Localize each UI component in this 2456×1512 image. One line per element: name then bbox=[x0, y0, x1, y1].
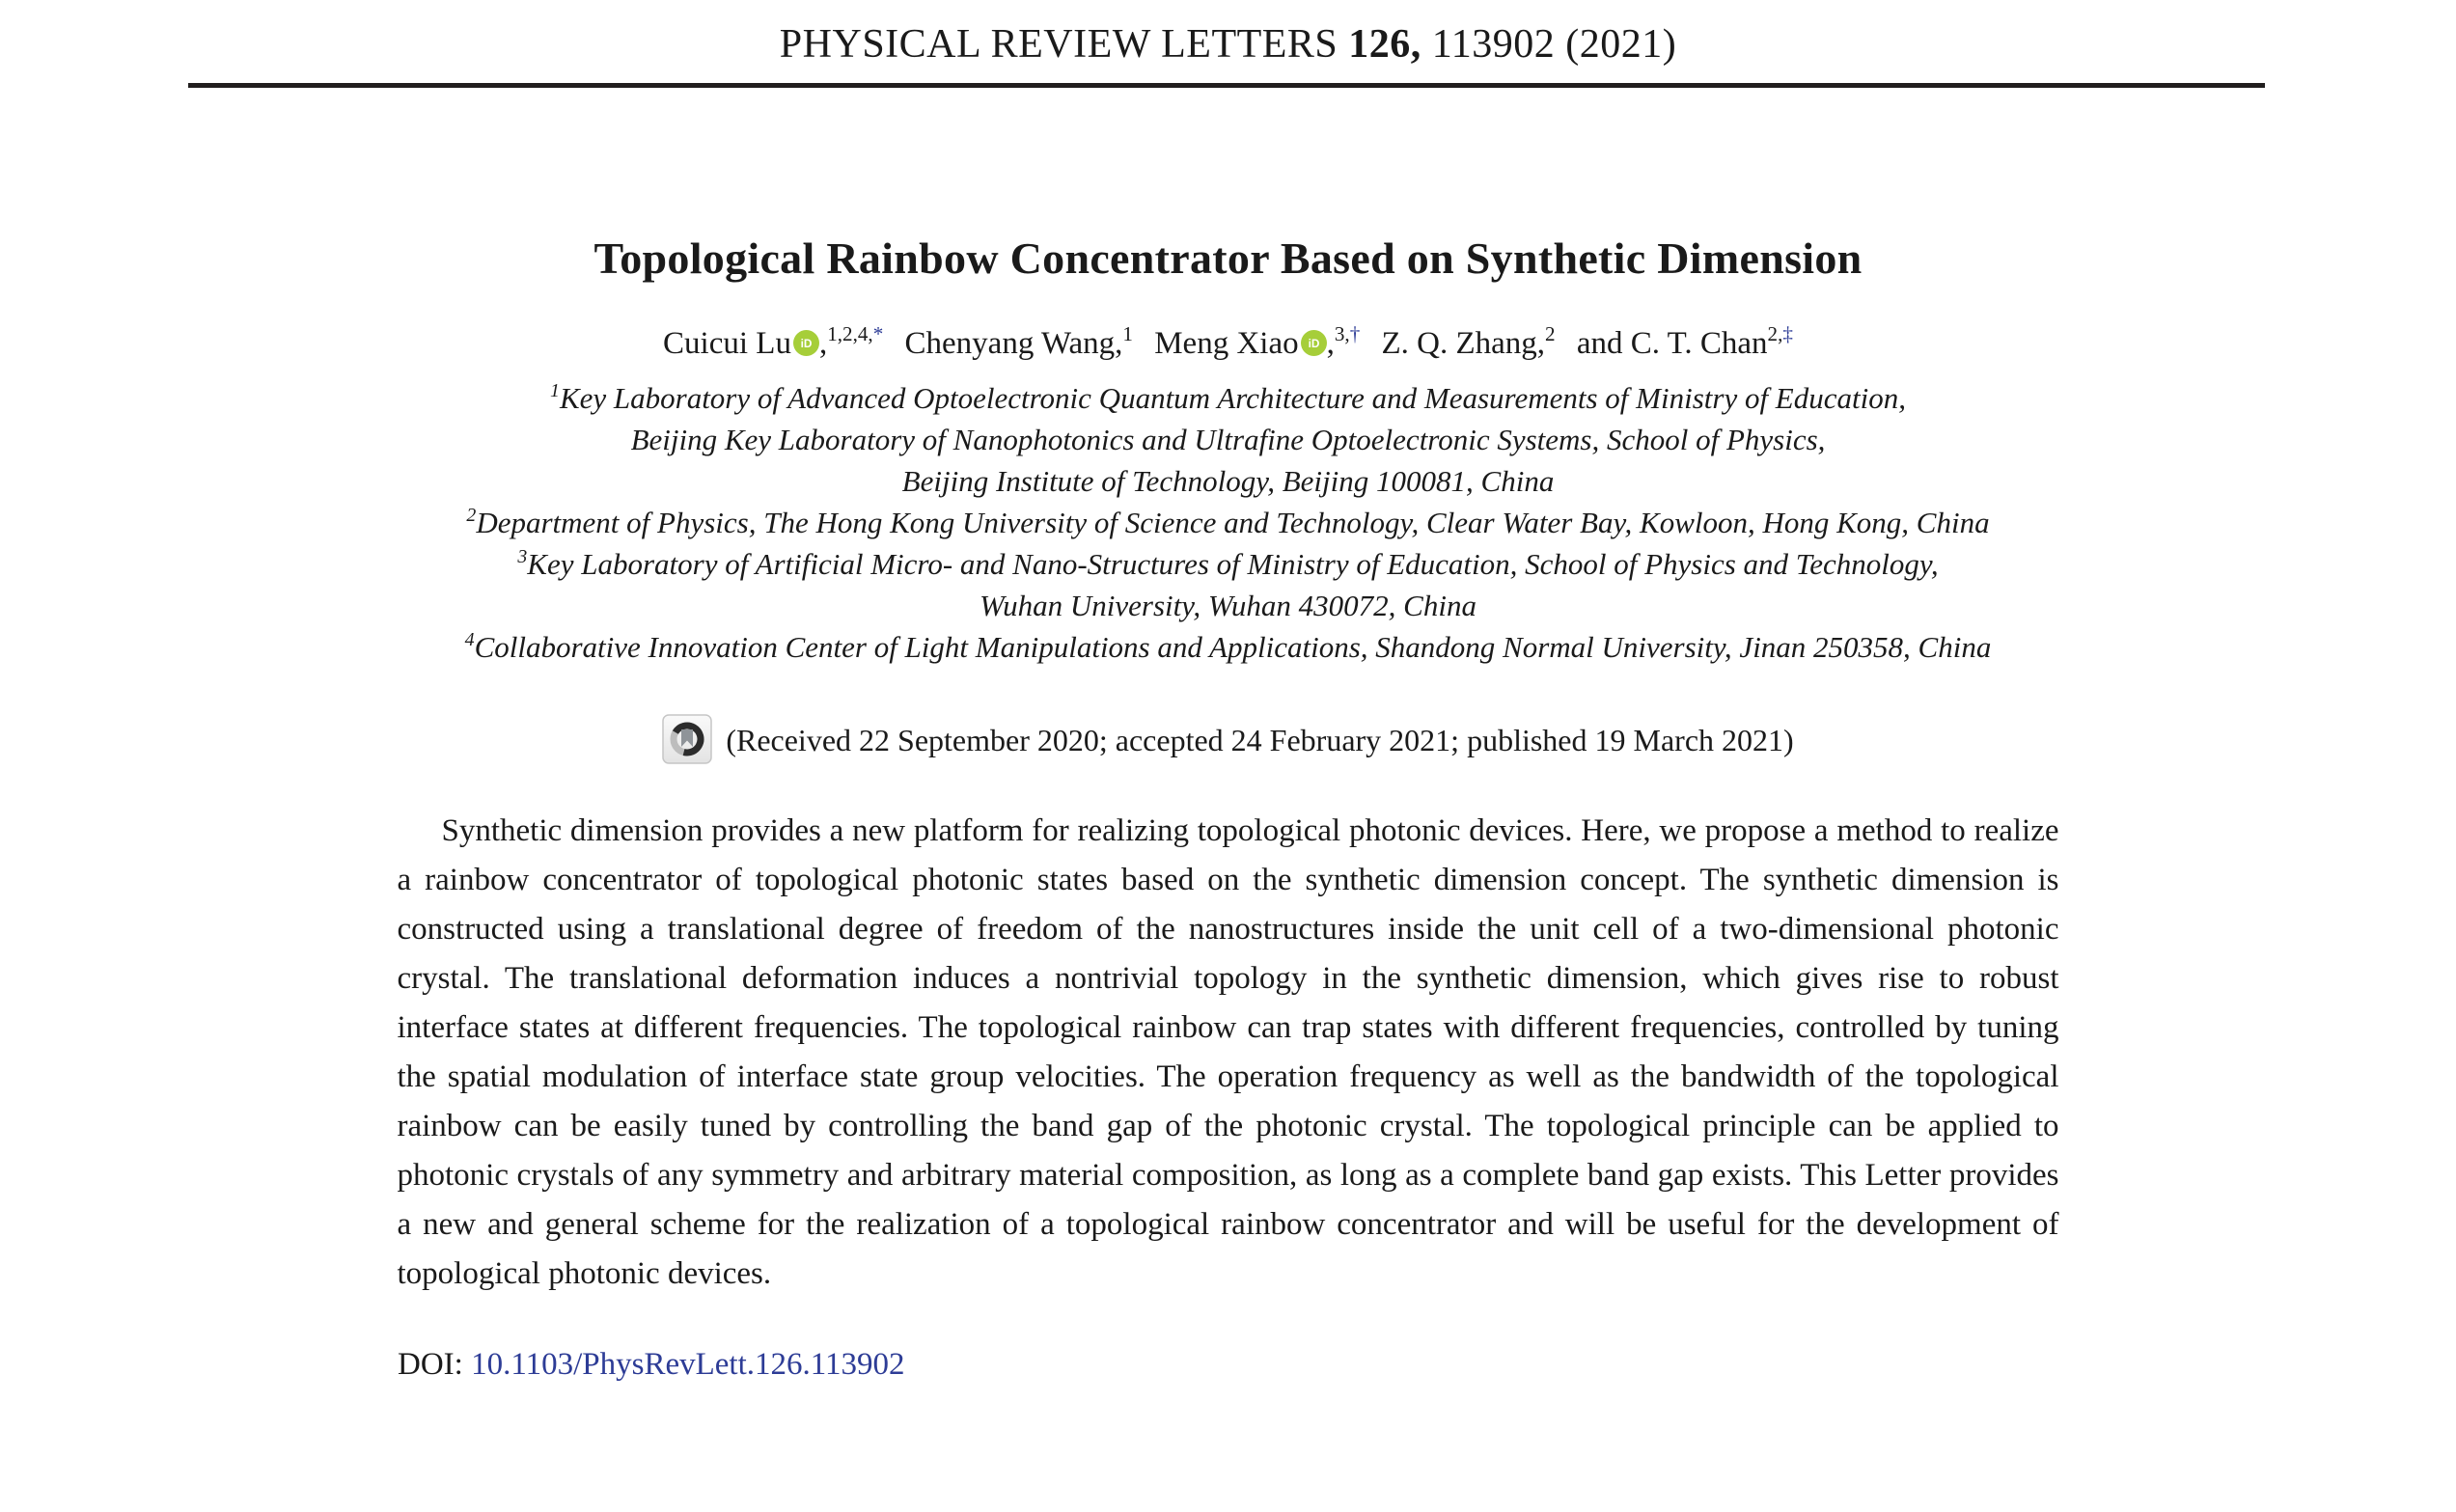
doi-label: DOI: bbox=[398, 1347, 463, 1382]
affiliation-text: Wuhan University, Wuhan 430072, China bbox=[980, 589, 1476, 622]
author bbox=[663, 321, 884, 361]
doi-line bbox=[398, 1347, 2456, 1383]
svg-text:iD: iD bbox=[800, 337, 813, 351]
masthead-divider bbox=[188, 83, 2265, 88]
author bbox=[1381, 321, 1556, 361]
received-dates: (Received 22 September 2020; accepted 24 February 2021; published 19 March 2021) bbox=[726, 723, 1794, 757]
article-title: Topological Rainbow Concentrator Based on Synthetic Dimension bbox=[593, 234, 1863, 283]
affiliation-text: Beijing Key Laboratory of Nanophotonics and Ultrafine Optoelectronic Systems, School of Physics, bbox=[630, 423, 1826, 456]
affiliation-text: Key Laboratory of Advanced Optoelectronic Quantum Architecture and Measurements of Ministry of Education, bbox=[559, 381, 1906, 415]
author-line bbox=[0, 321, 2456, 362]
author-note-marker[interactable]: † bbox=[1349, 321, 1361, 345]
author-name: Meng Xiao bbox=[1154, 326, 1299, 361]
affiliation-line: 2Department of Physics, The Hong Kong University of Science and Technology, Clear Water Bay, Kowloon, Hong Kong, China bbox=[466, 504, 1990, 539]
author-sup: 2 bbox=[1545, 321, 1556, 345]
author bbox=[1154, 321, 1361, 361]
author-comma: , bbox=[1536, 326, 1546, 361]
author-sup: 1 bbox=[1122, 321, 1133, 345]
orcid-icon[interactable] bbox=[793, 329, 819, 355]
author-comma: , bbox=[1115, 326, 1123, 361]
journal-name: PHYSICAL REVIEW LETTERS bbox=[779, 22, 1338, 67]
journal-volume: 126, bbox=[1348, 22, 1421, 67]
author bbox=[1576, 321, 1793, 361]
received-line bbox=[0, 714, 2456, 764]
journal-masthead bbox=[0, 0, 2456, 68]
affiliation-line bbox=[0, 460, 2456, 502]
author bbox=[904, 321, 1133, 361]
author-note-marker[interactable]: * bbox=[872, 321, 884, 345]
author-note-marker[interactable]: ‡ bbox=[1782, 321, 1793, 345]
affiliation-text: Collaborative Innovation Center of Light Manipulations and Applications, Shandong Normal University, Jinan 250358, China bbox=[474, 630, 1992, 664]
author-comma: , bbox=[818, 326, 828, 361]
journal-citation: 113902 (2021) bbox=[1431, 22, 1677, 67]
affiliation-text: Department of Physics, The Hong Kong University of Science and Technology, Clear Water Bay, Kowloon, Hong Kong, China bbox=[476, 506, 1990, 539]
author-comma: , bbox=[1326, 326, 1335, 361]
author-name: Chenyang Wang bbox=[904, 326, 1116, 361]
affiliation-line bbox=[0, 585, 2456, 626]
affiliation-line: 1Key Laboratory of Advanced Optoelectronic Quantum Architecture and Measurements of Ministry of Education, bbox=[550, 379, 1906, 415]
affiliation-line: 4Collaborative Innovation Center of Light Manipulations and Applications, Shandong Normal University, Jinan 250358, China bbox=[464, 628, 1992, 664]
affiliation-line: 3Key Laboratory of Artificial Micro- and Nano-Structures of Ministry of Education, School of Physics and Technology, bbox=[517, 545, 1939, 581]
author-name: Cuicui Lu bbox=[663, 326, 791, 361]
doi-link[interactable]: 10.1103/PhysRevLett.126.113902 bbox=[471, 1347, 905, 1382]
author-name: Z. Q. Zhang bbox=[1381, 326, 1537, 361]
svg-text:iD: iD bbox=[1308, 337, 1319, 351]
author-sup: 1,2,4, bbox=[827, 321, 873, 345]
affiliation-text: Key Laboratory of Artificial Micro- and Nano-Structures of Ministry of Education, School of Physics and Technology, bbox=[527, 547, 1939, 581]
affiliation-line bbox=[0, 419, 2456, 460]
abstract-paragraph: Synthetic dimension provides a new platform for realizing topological photonic devices. Here, we propose a method to realize a rainbow concentrator of topological photonic states based on the synthetic dimension concept. The synthetic dimension is constructed using a translational degree of freedom of the nanostructures inside the unit cell of a two-dimensional photonic crystal. The translational deformation induces a nontrivial topology in the synthetic dimension, which gives rise to robust interface states at different frequencies. The topological rainbow can trap states with different frequencies, controlled by tuning the spatial modulation of interface state group velocities. The operation frequency as well as the bandwidth of the topological rainbow can be easily tuned by controlling the band gap of the photonic crystal. The topological principle can be applied to photonic crystals of any symmetry and arbitrary material composition, as long as a complete band gap exists. This Letter provides a new and general scheme for the realization of a topological rainbow concentrator and will be useful for the development of topological photonic devices. bbox=[397, 813, 2059, 1291]
affiliation-text: Beijing Institute of Technology, Beijing 100081, China bbox=[901, 464, 1555, 498]
affiliations-block bbox=[0, 377, 2456, 668]
orcid-icon[interactable] bbox=[1301, 329, 1327, 355]
crossmark-icon[interactable] bbox=[662, 714, 712, 764]
author-name: and C. T. Chan bbox=[1576, 326, 1768, 361]
author-sup: 3, bbox=[1334, 321, 1350, 345]
author-sup: 2, bbox=[1767, 321, 1783, 345]
